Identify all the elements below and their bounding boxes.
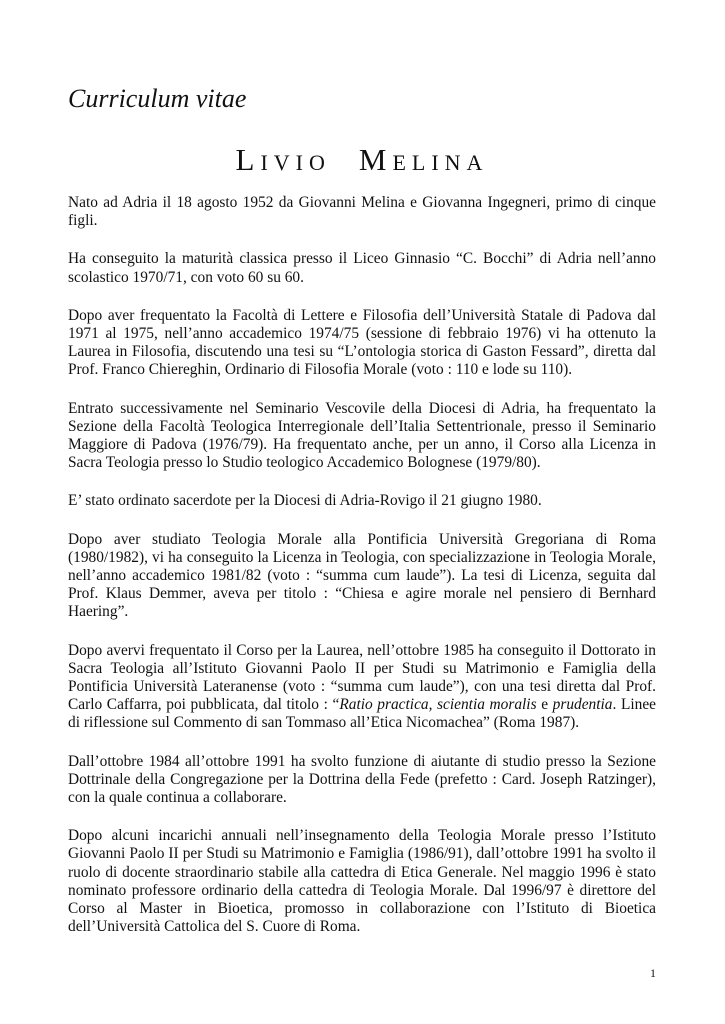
document-body [68, 194, 656, 957]
doctorate-text-middle: e [536, 696, 553, 714]
last-name: Melina [358, 142, 489, 177]
person-name-title [68, 142, 656, 178]
paragraph-ordination: E’ stato ordinato sacerdote per la Diocesi di Adria-Rovigo il 21 giugno 1980. [68, 492, 542, 510]
paragraph-congregation: Dall’ottobre 1984 all’ottobre 1991 ha svolto funzione di aiutante di studio presso la Sezione Dottrinale della Congregazione per la Dottrina della Fede (prefetto : Card. Joseph Ratzinger), con la quale continua a collaborare. [68, 752, 656, 807]
document-type-heading: Curriculum vitae [68, 84, 247, 113]
thesis-title-italic-1: Ratio practica, scientia moralis [339, 696, 537, 714]
doctorate-text-after: . Linee di riflessione sul Commento di san Tommaso all’Etica Nicomachea” (Roma 1987). [68, 696, 656, 732]
paragraph-university: Dopo aver frequentato la Facoltà di Lettere e Filosofia dell’Università Statale di Padova dal 1971 al 1975, nell’anno accademico 1974/75 (sessione di febbraio 1976) vi ha ottenuto la Laurea in Filosofia, discutendo una tesi su “L’ontologia storica di Gaston Fessard”, diretta dal Prof. Franco Chiereghin, Ordinario di Filosofia Morale (voto : 110 e lode su 110). [68, 306, 656, 379]
paragraph-licence: Dopo aver studiato Teologia Morale alla Pontificia Università Gregoriana di Roma (1980/1982), vi ha conseguito la Licenza in Teologia, con specializzazione in Teologia Morale, nell’anno accademico 1981/82 (voto : “summa cum laude”). La tesi di Licenza, seguita dal Prof. Klaus Demmer, aveva per titolo : “Chiesa e agire morale nel pensiero di Bernhard Haering”. [68, 530, 656, 621]
paragraph-teaching: Dopo alcuni incarichi annuali nell’insegnamento della Teologia Morale presso l’Istituto Giovanni Paolo II per Studi su Matrimonio e Famiglia (1986/91), dall’ottobre 1991 ha svolto il ruolo di docente straordinario stabile alla cattedra di Etica Generale. Nel maggio 1996 è stato nominato professore ordinario della cattedra di Teologia Morale. Dal 1996/97 è direttore del Corso al Master in Bioetica, promosso in collaborazione con l’Istituto di Bioetica dell’Università Cattolica del S. Cuore di Roma. [68, 827, 656, 936]
page-number: 1 [650, 966, 656, 980]
first-name: Livio [235, 142, 331, 177]
paragraph-doctorate [68, 642, 656, 733]
paragraph-birth: Nato ad Adria il 18 agosto 1952 da Giovanni Melina e Giovanna Ingegneri, primo di cinque figli. [68, 194, 656, 230]
doctorate-text-before: Dopo avervi frequentato il Corso per la Laurea, nell’ottobre 1985 ha conseguito il Dottorato in Sacra Teologia all’Istituto Giovanni Paolo II per Studi su Matrimonio e Famiglia della Pontificia Università Lateranense (voto : “summa cum laude”), con una tesi diretta dal Prof. Carlo Caffarra, poi pubblicata, dal titolo : “ [68, 641, 656, 714]
thesis-title-italic-2: prudentia [552, 696, 613, 714]
paragraph-seminary: Entrato successivamente nel Seminario Vescovile della Diocesi di Adria, ha frequentato la Sezione della Facoltà Teologica Interregionale dell’Italia Settentrionale, presso il Seminario Maggiore di Padova (1976/79). Ha frequentato anche, per un anno, il Corso alla Licenza in Sacra Teologia presso lo Studio teologico Accademico Bolognese (1979/80). [68, 399, 656, 472]
paragraph-high-school: Ha conseguito la maturità classica presso il Liceo Ginnasio “C. Bocchi” di Adria nell’anno scolastico 1970/71, con voto 60 su 60. [68, 250, 656, 286]
